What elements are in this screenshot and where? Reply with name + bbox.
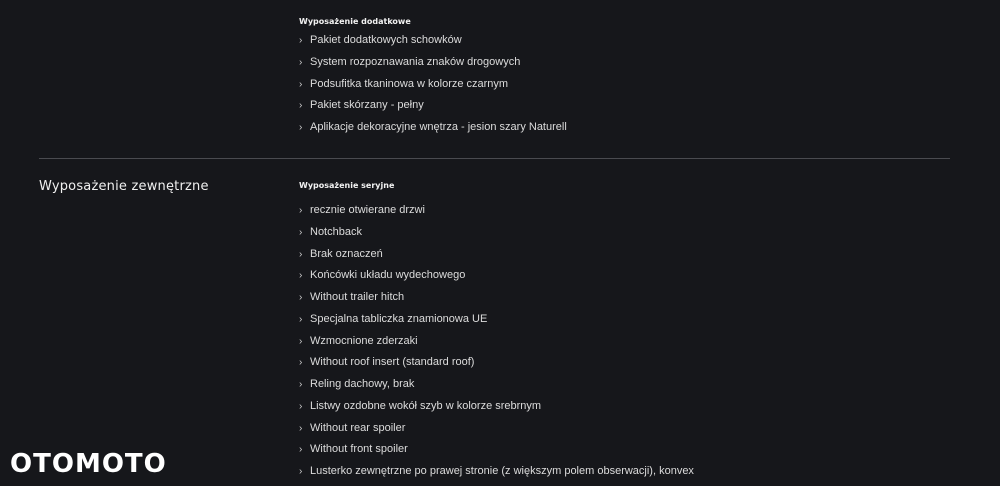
equipment-item-label: recznie otwierane drzwi [310,204,425,216]
section-title: Wyposażenie zewnętrzne [39,179,209,194]
chevron-right-icon: › [299,248,303,260]
chevron-right-icon: › [299,205,303,216]
equipment-item-label: Without rear spoiler [310,421,406,434]
equipment-item-label: Reling dachowy, brak [310,378,415,390]
chevron-right-icon: › [299,422,303,434]
chevron-right-icon: › [299,444,303,456]
chevron-right-icon: › [299,292,303,303]
chevron-right-icon: › [299,357,303,369]
equipment-item [299,247,694,269]
equipment-item [299,268,694,290]
equipment-item-label: Specjalna tabliczka znamionowa UE [310,312,488,325]
equipment-item-label: Końcówki układu wydechowego [310,269,466,282]
equipment-item [299,334,694,356]
equipment-item [299,399,694,421]
equipment-list [299,33,567,142]
equipment-list [299,203,694,486]
chevron-right-icon: › [299,270,303,282]
section-divider [39,158,950,159]
equipment-item-label: Wzmocnione zderzaki [310,334,418,347]
otomoto-logo[interactable]: OTOMOTO [10,449,167,479]
chevron-right-icon: › [299,400,303,412]
chevron-right-icon: › [299,335,303,347]
equipment-item-label: Pakiet dodatkowych schowków [310,34,462,46]
equipment-item-label: Listwy ozdobne wokół szyb w kolorze srebrnym [310,399,542,412]
chevron-right-icon: › [299,466,303,477]
chevron-right-icon: › [299,78,303,90]
chevron-right-icon: › [299,226,303,238]
equipment-item [299,290,694,312]
chevron-right-icon: › [299,35,303,46]
equipment-item [299,120,567,142]
equipment-item [299,77,567,99]
equipment-item [299,55,567,77]
equipment-item-label: Without trailer hitch [310,291,405,303]
standard-equipment-group [299,160,694,486]
equipment-item-label: Aplikacje dekoracyjne wnętrza - jesion szary Naturell [310,121,567,133]
equipment-item [299,442,694,464]
chevron-right-icon: › [299,122,303,133]
equipment-item [299,421,694,443]
equipment-item-label: Notchback [310,225,362,238]
equipment-item [299,98,567,120]
equipment-item-label: System rozpoznawania znaków drogowych [310,55,521,68]
equipment-item [299,312,694,334]
equipment-item [299,33,567,55]
equipment-item-label: Brak oznaczeń [310,247,383,260]
equipment-item [299,225,694,247]
chevron-right-icon: › [299,56,303,68]
equipment-item [299,377,694,399]
chevron-right-icon: › [299,100,303,112]
equipment-item-label: Pakiet skórzany - pełny [310,99,424,112]
equipment-item-label: Without front spoiler [310,443,408,456]
equipment-item [299,203,694,225]
equipment-item [299,464,694,486]
additional-equipment-group [299,0,567,142]
group-heading: Wyposażenie dodatkowe [299,17,411,26]
group-heading: Wyposażenie seryjne [299,181,395,190]
equipment-item-label: Without roof insert (standard roof) [310,356,475,369]
equipment-item [299,355,694,377]
chevron-right-icon: › [299,313,303,325]
equipment-item-label: Lusterko zewnętrzne po prawej stronie (z większym polem obserwacji), konvex [310,465,694,477]
equipment-item-label: Podsufitka tkaninowa w kolorze czarnym [310,77,509,90]
chevron-right-icon: › [299,379,303,390]
